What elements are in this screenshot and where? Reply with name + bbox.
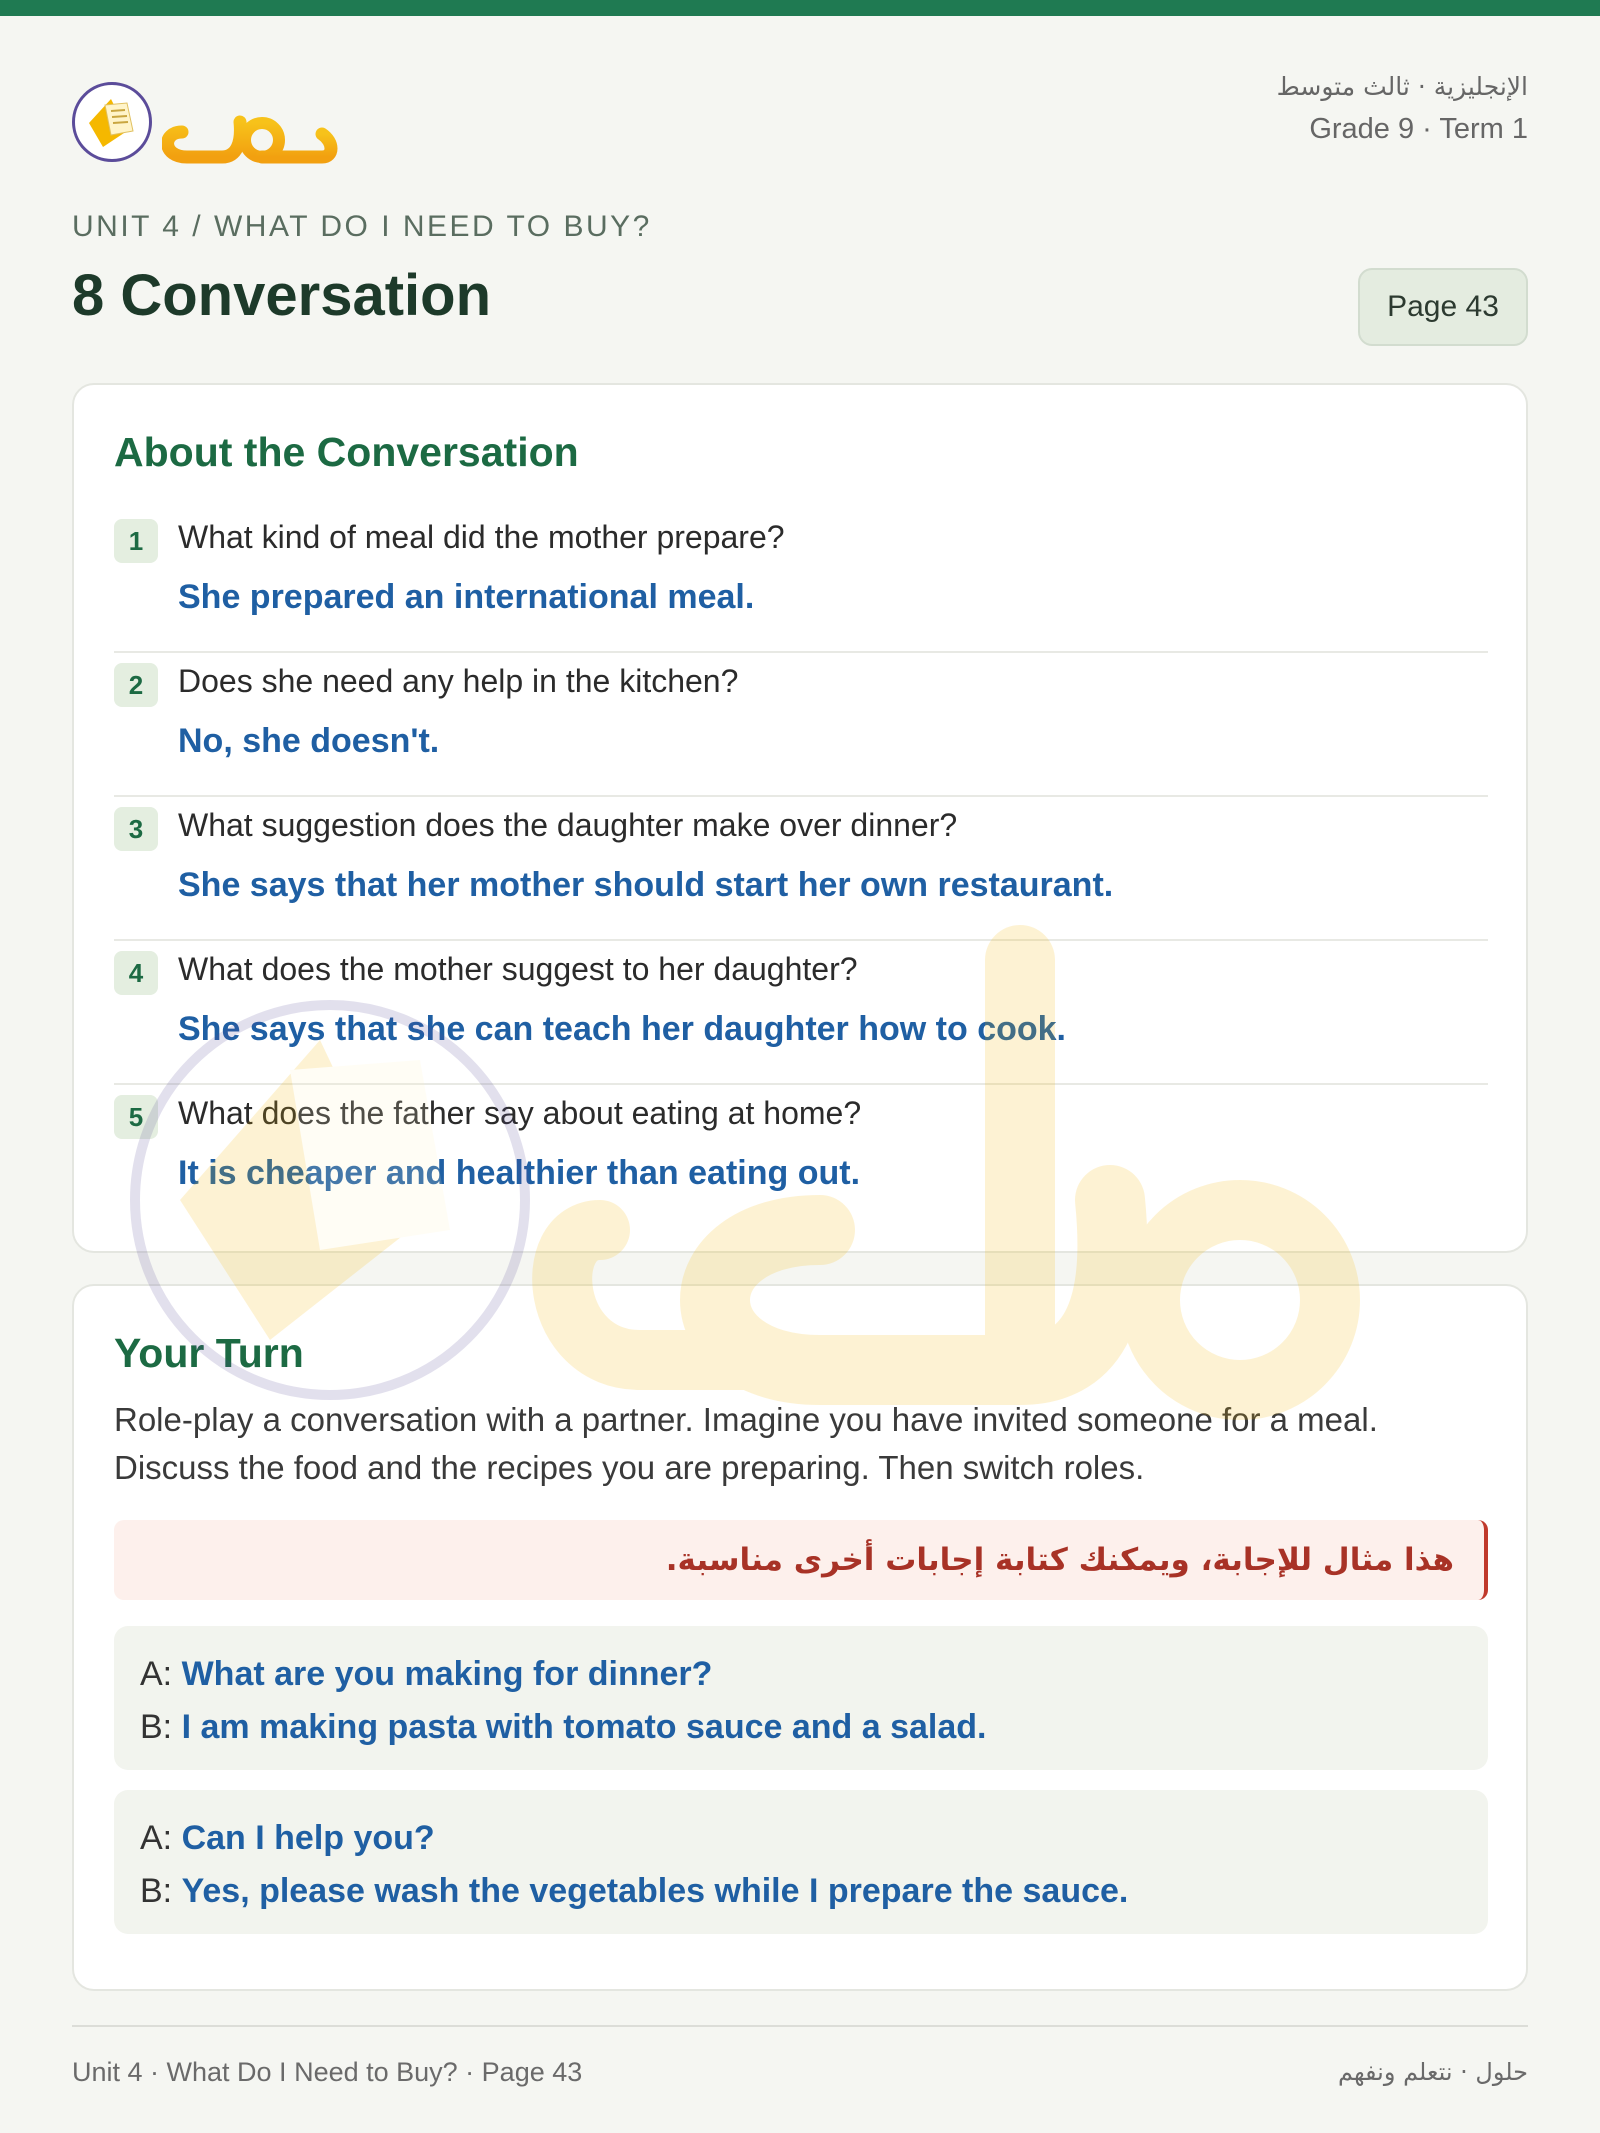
question-number: 4	[114, 951, 158, 995]
section-heading: Your Turn	[114, 1330, 304, 1376]
footer-divider	[72, 2025, 1528, 2027]
top-accent-bar	[0, 0, 1600, 16]
subject-arabic: الإنجليزية · ثالث متوسط	[1276, 72, 1528, 101]
dialog-line-b	[140, 1865, 1462, 1918]
note-text-arabic: هذا مثال للإجابة، ويمكنك كتابة إجابات أخرى مناسبة.	[665, 1542, 1454, 1578]
footer-left-text: Unit 4 · What Do I Need to Buy? · Page 43	[72, 2057, 583, 2087]
dialog-line-a	[140, 1812, 1462, 1865]
answer-text: No, she doesn't.	[178, 722, 440, 760]
speaker-label: B:	[140, 1708, 173, 1746]
qa-item	[114, 507, 1488, 653]
speaker-line: Can I help you?	[181, 1819, 435, 1857]
question-number: 5	[114, 1095, 158, 1139]
answer-text: She says that she can teach her daughter how to cook.	[178, 1010, 1067, 1048]
page-badge: Page 43	[1358, 268, 1528, 346]
qa-item	[114, 939, 1488, 1085]
answer-text: She prepared an international meal.	[178, 578, 755, 616]
speaker-line: I am making pasta with tomato sauce and a salad.	[181, 1708, 987, 1746]
header-meta	[1277, 72, 1528, 146]
logo-book-icon	[72, 82, 152, 162]
question-number: 3	[114, 807, 158, 851]
instructions-text: Role-play a conversation with a partner. Imagine you have invited someone for a meal. Discuss the food and the recipes you are preparing. Then switch roles.	[114, 1401, 1378, 1486]
question-text: What does the mother suggest to her daughter?	[178, 951, 858, 987]
speaker-line: What are you making for dinner?	[181, 1655, 713, 1693]
your-turn-card	[72, 1284, 1528, 1991]
answer-text: She says that her mother should start her own restaurant.	[178, 866, 1114, 904]
question-text: Does she need any help in the kitchen?	[178, 663, 739, 699]
dialog-box	[114, 1626, 1488, 1770]
answer-text: It is cheaper and healthier than eating out.	[178, 1154, 861, 1192]
brand-logo	[70, 62, 350, 172]
qa-item	[114, 795, 1488, 941]
dialog-box	[114, 1790, 1488, 1934]
dialog-line-a	[140, 1648, 1462, 1701]
about-conversation-card	[72, 383, 1528, 1253]
footer-right-text: حلول · نتعلم ونفهم	[1338, 2058, 1528, 2086]
speaker-label: A:	[140, 1819, 173, 1857]
question-text: What does the father say about eating at home?	[178, 1095, 862, 1131]
page-title: 8 Conversation	[72, 263, 491, 328]
qa-item	[114, 1083, 1488, 1227]
speaker-label: B:	[140, 1872, 173, 1910]
sample-answer-note	[114, 1520, 1488, 1600]
question-number: 1	[114, 519, 158, 563]
speaker-line: Yes, please wash the vegetables while I prepare the sauce.	[181, 1872, 1129, 1910]
section-heading: About the Conversation	[114, 429, 579, 475]
question-text: What suggestion does the daughter make over dinner?	[178, 807, 958, 843]
speaker-label: A:	[140, 1655, 173, 1693]
unit-label: UNIT 4 / WHAT DO I NEED TO BUY?	[72, 210, 652, 243]
dialog-line-b	[140, 1701, 1462, 1754]
grade-term: Grade 9 · Term 1	[1309, 113, 1528, 145]
logo-wordmark	[162, 62, 342, 167]
question-number: 2	[114, 663, 158, 707]
qa-item	[114, 651, 1488, 797]
question-text: What kind of meal did the mother prepare?	[178, 519, 785, 555]
